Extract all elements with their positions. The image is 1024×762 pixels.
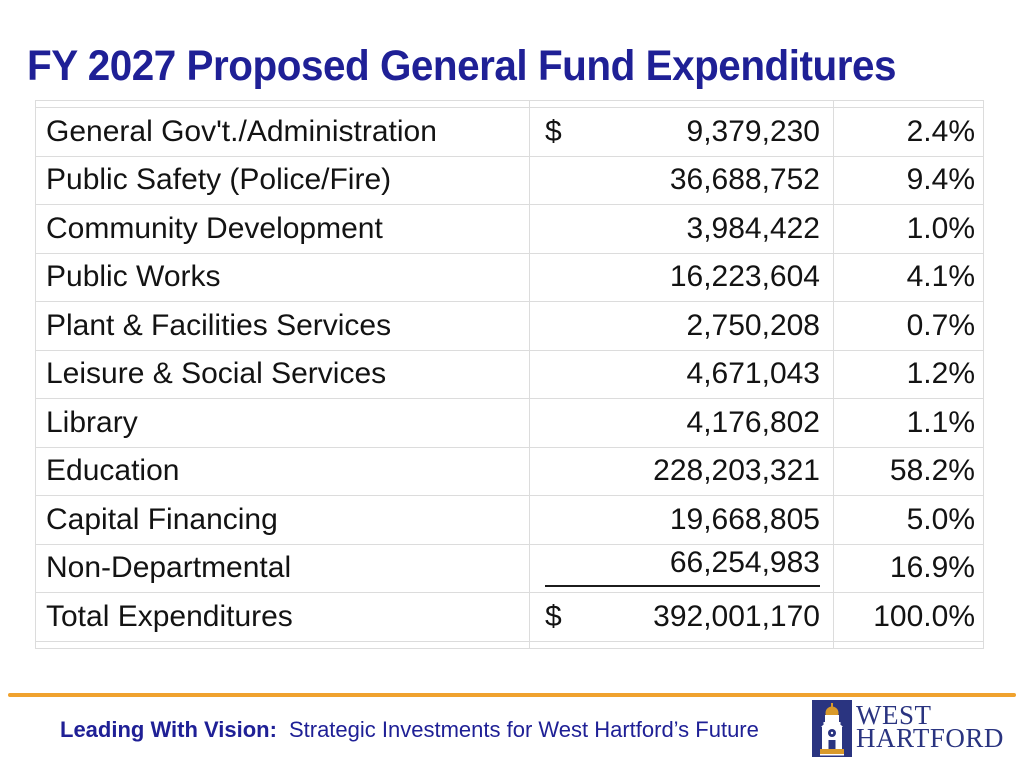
west-hartford-logo — [812, 700, 1004, 757]
table-row — [36, 205, 983, 254]
row-percent: 5.0% — [833, 496, 983, 544]
table-row — [36, 157, 983, 206]
row-label: Library — [46, 405, 138, 439]
expenditures-table — [35, 100, 984, 649]
row-amount — [529, 448, 833, 496]
row-amount — [529, 351, 833, 399]
tagline-rest: Strategic Investments for West Hartford’s Future — [288, 717, 759, 742]
footer-tagline — [60, 717, 759, 743]
currency-symbol: $ — [545, 114, 562, 148]
amount-value: 66,254,983 — [669, 545, 820, 579]
logo-line-west: WEST — [856, 700, 932, 730]
table-row — [36, 108, 983, 157]
table-row — [36, 351, 983, 400]
row-label: Public Safety (Police/Fire) — [46, 163, 392, 197]
amount-value: 36,688,752 — [669, 163, 820, 197]
row-label: Non-Departmental — [46, 551, 292, 585]
row-label: General Gov't./Administration — [46, 114, 437, 148]
row-percent: 100.0% — [833, 593, 983, 641]
town-seal-icon — [812, 700, 852, 757]
row-percent: 58.2% — [833, 448, 983, 496]
currency-symbol: $ — [545, 599, 562, 633]
row-amount — [529, 496, 833, 544]
row-amount — [529, 302, 833, 350]
row-amount — [529, 593, 833, 641]
row-label: Total Expenditures — [46, 599, 293, 633]
amount-value: 19,668,805 — [669, 502, 820, 536]
footer-divider — [8, 693, 1016, 697]
row-amount — [529, 545, 833, 593]
row-percent: 0.7% — [833, 302, 983, 350]
amount-value: 16,223,604 — [669, 260, 820, 294]
table-row — [36, 254, 983, 303]
row-label: Plant & Facilities Services — [46, 308, 392, 342]
amount-value: 4,176,802 — [686, 405, 820, 439]
row-label: Leisure & Social Services — [46, 357, 387, 391]
amount-value: 9,379,230 — [686, 114, 820, 148]
row-percent: 2.4% — [833, 108, 983, 156]
row-label: Education — [46, 454, 180, 488]
table-row — [36, 496, 983, 545]
table-spacer-row — [36, 101, 983, 108]
amount-value: 2,750,208 — [686, 308, 820, 342]
row-amount — [529, 254, 833, 302]
row-label: Capital Financing — [46, 502, 278, 536]
amount-value: 392,001,170 — [653, 599, 820, 633]
table-row-non-departmental — [36, 545, 983, 594]
table-spacer-row — [36, 642, 983, 649]
table-row — [36, 448, 983, 497]
row-amount — [529, 108, 833, 156]
row-percent: 1.0% — [833, 205, 983, 253]
logo-wordmark — [856, 700, 1004, 753]
table-row — [36, 399, 983, 448]
amount-value: 3,984,422 — [686, 211, 820, 245]
row-label: Community Development — [46, 211, 383, 245]
row-percent: 4.1% — [833, 254, 983, 302]
page-title: FY 2027 Proposed General Fund Expenditures — [27, 42, 897, 90]
clock-tower-icon — [812, 700, 852, 757]
table-row-total — [36, 593, 983, 642]
tagline-lead: Leading With Vision: — [60, 717, 277, 742]
row-label: Public Works — [46, 260, 221, 294]
row-percent: 16.9% — [833, 545, 983, 593]
amount-value: 228,203,321 — [653, 454, 820, 488]
logo-line-hartford: HARTFORD — [856, 723, 1004, 753]
amount-value: 4,671,043 — [686, 357, 820, 391]
row-percent: 1.2% — [833, 351, 983, 399]
row-amount — [529, 157, 833, 205]
table-row — [36, 302, 983, 351]
row-amount — [529, 205, 833, 253]
row-amount — [529, 399, 833, 447]
row-percent: 1.1% — [833, 399, 983, 447]
row-percent: 9.4% — [833, 157, 983, 205]
